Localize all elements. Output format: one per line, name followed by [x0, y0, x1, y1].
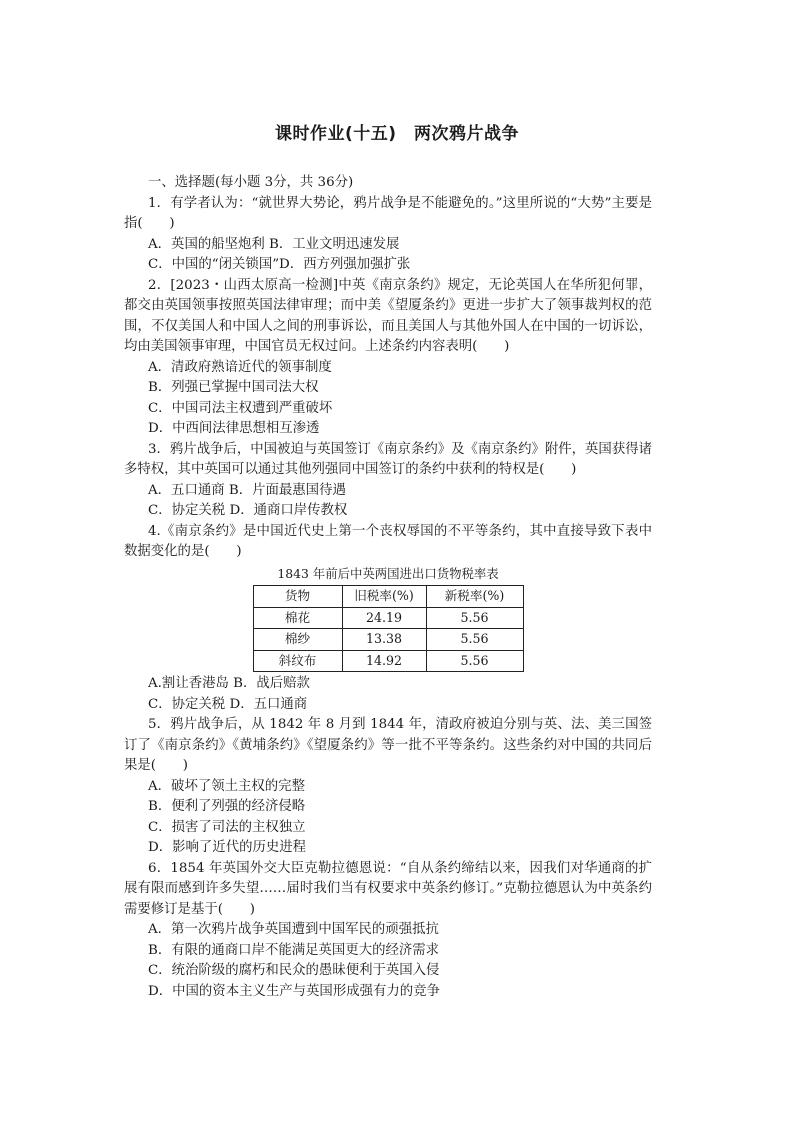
question-6-stem: 6．1854 年英国外交大臣克勒拉德恩说：“自从条约缔结以来，因我们对华通商的扩展有限而感到许多失望……届时我们当有权要求中英条约修订。”克勒拉德恩认为中英条约需要修订是基于( ): [124, 860, 652, 917]
table-cell: 13.38: [342, 629, 426, 651]
tax-rate-table: [253, 585, 524, 672]
question-5-option: B．便利了列强的经济侵略: [148, 799, 306, 814]
table-cell: 24.19: [342, 607, 426, 629]
question-list: [124, 173, 652, 1002]
table-cell: 斜纹布: [253, 650, 342, 672]
question-3-stem: 3．鸦片战争后，中国被迫与英国签订《南京条约》及《南京条约》附件，英国获得诸多特权，其中英国可以通过其他列强同中国签订的条约中获利的特权是( ): [124, 441, 652, 477]
question-2-stem: 2．[2023・山西太原高一检测]中英《南京条约》规定，无论英国人在华所犯何罪，都交由英国领事按照英国法律审理；而中美《望厦条约》更进一步扩大了领事裁判权的范围，不仅美国人和中国人之间的刑事诉讼，而且美国人与其他外国人在中国的一切诉讼，均由美国领事审理，中国官员无权过问。上述条约内容表明( ): [124, 277, 652, 354]
question-3-option: A．五口通商 B．片面最惠国待遇: [148, 482, 346, 498]
question-6-option: B．有限的通商口岸不能满足英国更大的经济需求: [148, 942, 440, 958]
table-cell: 5.56: [426, 607, 523, 629]
table-header-row: [253, 586, 523, 608]
table-header-cell: 货物: [253, 586, 342, 608]
table-row: [253, 629, 523, 651]
question-2-option: D．中西间法律思想相互渗透: [148, 421, 320, 436]
page-title: 课时作业(十五) 两次鸦片战争: [274, 124, 520, 144]
table-row: [253, 650, 523, 672]
table-cell: 14.92: [342, 650, 426, 672]
table-header-cell: 新税率(%): [426, 586, 523, 608]
section-heading: 一、选择题(每小题 3分，共 36分): [148, 175, 354, 190]
question-1-stem: 1．有学者认为：“就世界大势论，鸦片战争是不能避免的。”这里所说的“大势”主要是指( ): [124, 195, 652, 231]
table-row: [253, 607, 523, 629]
question-2-option: C．中国司法主权遭到严重破坏: [148, 400, 333, 416]
table-header-cell: 旧税率(%): [342, 586, 426, 608]
question-2-option: B．列强已掌握中国司法大权: [148, 380, 319, 395]
question-6-option: D．中国的资本主义生产与英国形成强有力的竞争: [148, 983, 440, 999]
table-cell: 5.56: [426, 650, 523, 672]
question-1-option: C．中国的“闭关锁国”D．西方列强加强扩张: [148, 257, 411, 272]
question-5-option: A．破坏了领土主权的完整: [148, 778, 305, 794]
question-5-option: C．损害了司法的主权独立: [148, 819, 306, 835]
question-6-option: C．统治阶级的腐朽和民众的愚昧便利于英国入侵: [148, 963, 440, 978]
question-4-option: C．协定关税 D．五口通商: [148, 696, 308, 712]
question-4-stem: 4.《南京条约》是中国近代史上第一个丧权辱国的不平等条约，其中直接导致下表中数据变化的是( ): [124, 523, 652, 559]
tax-table-caption: 1843 年前后中英两国进出口货物税率表: [277, 565, 499, 581]
question-2-option: A．清政府熟谙近代的领事制度: [148, 359, 332, 375]
table-cell: 棉花: [253, 607, 342, 629]
question-3-option: C．协定关税 D．通商口岸传教权: [148, 503, 348, 518]
question-5-stem: 5．鸦片战争后，从 1842 年 8 月到 1844 年，清政府被迫分别与英、法、美三国签订了《南京条约》《黄埔条约》《望厦条约》等一批不平等条约。这些条约对中国的共同后果是( ): [124, 717, 652, 773]
question-6-option: A．第一次鸦片战争英国遭到中国军民的顽强抵抗: [148, 922, 439, 937]
question-1-option: A．英国的船坚炮利 B．工业文明迅速发展: [148, 236, 400, 252]
question-4-option: A.割让香港岛 B．战后赔款: [148, 676, 310, 691]
table-cell: 5.56: [426, 629, 523, 651]
table-cell: 棉纱: [253, 629, 342, 651]
question-5-option: D．影响了近代的历史进程: [148, 840, 307, 855]
